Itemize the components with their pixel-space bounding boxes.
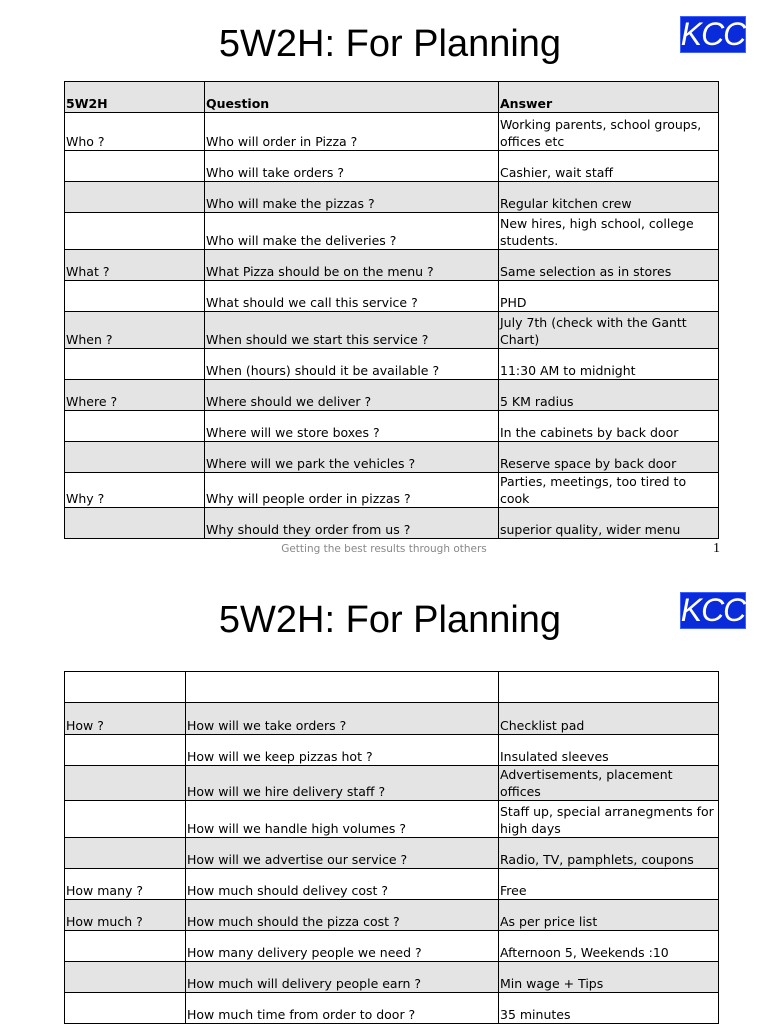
- answer-cell: Afternoon 5, Weekends :10: [499, 931, 719, 962]
- category-cell: Who ?: [65, 113, 205, 151]
- category-cell: How many ?: [65, 869, 186, 900]
- answer-cell: Min wage + Tips: [499, 962, 719, 993]
- table-header-row: [65, 672, 719, 703]
- question-cell: When should we start this service ?: [205, 312, 499, 349]
- answer-cell: Same selection as in stores: [499, 250, 719, 281]
- table-row: [65, 349, 719, 380]
- answer-cell: As per price list: [499, 900, 719, 931]
- table-row: [65, 766, 719, 801]
- answer-cell: In the cabinets by back door: [499, 411, 719, 442]
- answer-cell: Parties, meetings, too tired to cook: [499, 473, 719, 508]
- question-cell: How will we advertise our service ?: [186, 838, 499, 869]
- category-cell: Where ?: [65, 380, 205, 411]
- category-cell: [65, 962, 186, 993]
- category-cell: [65, 993, 186, 1024]
- question-cell: Why should they order from us ?: [205, 508, 499, 539]
- category-cell: [65, 801, 186, 838]
- table-row: [65, 962, 719, 993]
- category-cell: When ?: [65, 312, 205, 349]
- table-row: [65, 281, 719, 312]
- header-cell: [186, 672, 499, 703]
- planning-table: [64, 671, 719, 1024]
- kcc-logo: KCC: [680, 592, 746, 628]
- table-row: [65, 508, 719, 539]
- question-cell: What should we call this service ?: [205, 281, 499, 312]
- category-cell: How much ?: [65, 900, 186, 931]
- question-cell: What Pizza should be on the menu ?: [205, 250, 499, 281]
- question-cell: How much should the pizza cost ?: [186, 900, 499, 931]
- table-row: [65, 703, 719, 735]
- answer-cell: 35 minutes: [499, 993, 719, 1024]
- answer-cell: Regular kitchen crew: [499, 182, 719, 213]
- question-cell: Who will order in Pizza ?: [205, 113, 499, 151]
- slide-footer: Getting the best results through others: [281, 543, 487, 555]
- answer-cell: July 7th (check with the Gantt Chart): [499, 312, 719, 349]
- planning-table: [64, 81, 719, 539]
- question-cell: How will we hire delivery staff ?: [186, 766, 499, 801]
- category-cell: [65, 151, 205, 182]
- answer-cell: Insulated sleeves: [499, 735, 719, 766]
- answer-cell: Staff up, special arranegments for high days: [499, 801, 719, 838]
- table-row: [65, 250, 719, 281]
- question-cell: How will we keep pizzas hot ?: [186, 735, 499, 766]
- table-row: [65, 993, 719, 1024]
- header-cell: [499, 672, 719, 703]
- question-cell: How will we take orders ?: [186, 703, 499, 735]
- category-cell: [65, 766, 186, 801]
- answer-cell: 11:30 AM to midnight: [499, 349, 719, 380]
- page-number: 1: [713, 541, 720, 556]
- category-cell: [65, 838, 186, 869]
- header-5w2h: 5W2H: [65, 82, 205, 113]
- question-cell: How much time from order to door ?: [186, 993, 499, 1024]
- category-cell: [65, 442, 205, 473]
- kcc-logo: KCC: [680, 16, 746, 52]
- answer-cell: superior quality, wider menu: [499, 508, 719, 539]
- answer-cell: Checklist pad: [499, 703, 719, 735]
- slide-2: [0, 575, 768, 1024]
- category-cell: [65, 182, 205, 213]
- slide-title: 5W2H: For Planning: [218, 599, 562, 641]
- table-row: [65, 380, 719, 411]
- answer-cell: Working parents, school groups, offices etc: [499, 113, 719, 151]
- table-row: [65, 838, 719, 869]
- category-cell: [65, 349, 205, 380]
- answer-cell: Cashier, wait staff: [499, 151, 719, 182]
- table-row: [65, 113, 719, 151]
- header-answer: Answer: [499, 82, 719, 113]
- category-cell: [65, 735, 186, 766]
- question-cell: Where will we store boxes ?: [205, 411, 499, 442]
- answer-cell: 5 KM radius: [499, 380, 719, 411]
- category-cell: [65, 508, 205, 539]
- answer-cell: Radio, TV, pamphlets, coupons: [499, 838, 719, 869]
- question-cell: Why will people order in pizzas ?: [205, 473, 499, 508]
- header-question: Question: [205, 82, 499, 113]
- answer-cell: Free: [499, 869, 719, 900]
- question-cell: When (hours) should it be available ?: [205, 349, 499, 380]
- table-row: [65, 213, 719, 250]
- answer-cell: Reserve space by back door: [499, 442, 719, 473]
- table-row: [65, 151, 719, 182]
- question-cell: Who will take orders ?: [205, 151, 499, 182]
- answer-cell: New hires, high school, college students.: [499, 213, 719, 250]
- table-row: [65, 869, 719, 900]
- question-cell: Who will make the pizzas ?: [205, 182, 499, 213]
- category-cell: [65, 281, 205, 312]
- category-cell: Why ?: [65, 473, 205, 508]
- table-row: [65, 442, 719, 473]
- category-cell: [65, 213, 205, 250]
- table-row: [65, 931, 719, 962]
- table-row: [65, 801, 719, 838]
- category-cell: [65, 411, 205, 442]
- table-row: [65, 312, 719, 349]
- table-header-row: [65, 82, 719, 113]
- category-cell: How ?: [65, 703, 186, 735]
- question-cell: How many delivery people we need ?: [186, 931, 499, 962]
- question-cell: How much should delivey cost ?: [186, 869, 499, 900]
- answer-cell: PHD: [499, 281, 719, 312]
- table-row: [65, 411, 719, 442]
- question-cell: How will we handle high volumes ?: [186, 801, 499, 838]
- question-cell: Where should we deliver ?: [205, 380, 499, 411]
- question-cell: How much will delivery people earn ?: [186, 962, 499, 993]
- header-cell: [65, 672, 186, 703]
- table-row: [65, 182, 719, 213]
- slide-title: 5W2H: For Planning: [218, 23, 562, 65]
- table-row: [65, 735, 719, 766]
- category-cell: What ?: [65, 250, 205, 281]
- answer-cell: Advertisements, placement offices: [499, 766, 719, 801]
- question-cell: Who will make the deliveries ?: [205, 213, 499, 250]
- question-cell: Where will we park the vehicles ?: [205, 442, 499, 473]
- table-row: [65, 473, 719, 508]
- table-row: [65, 900, 719, 931]
- category-cell: [65, 931, 186, 962]
